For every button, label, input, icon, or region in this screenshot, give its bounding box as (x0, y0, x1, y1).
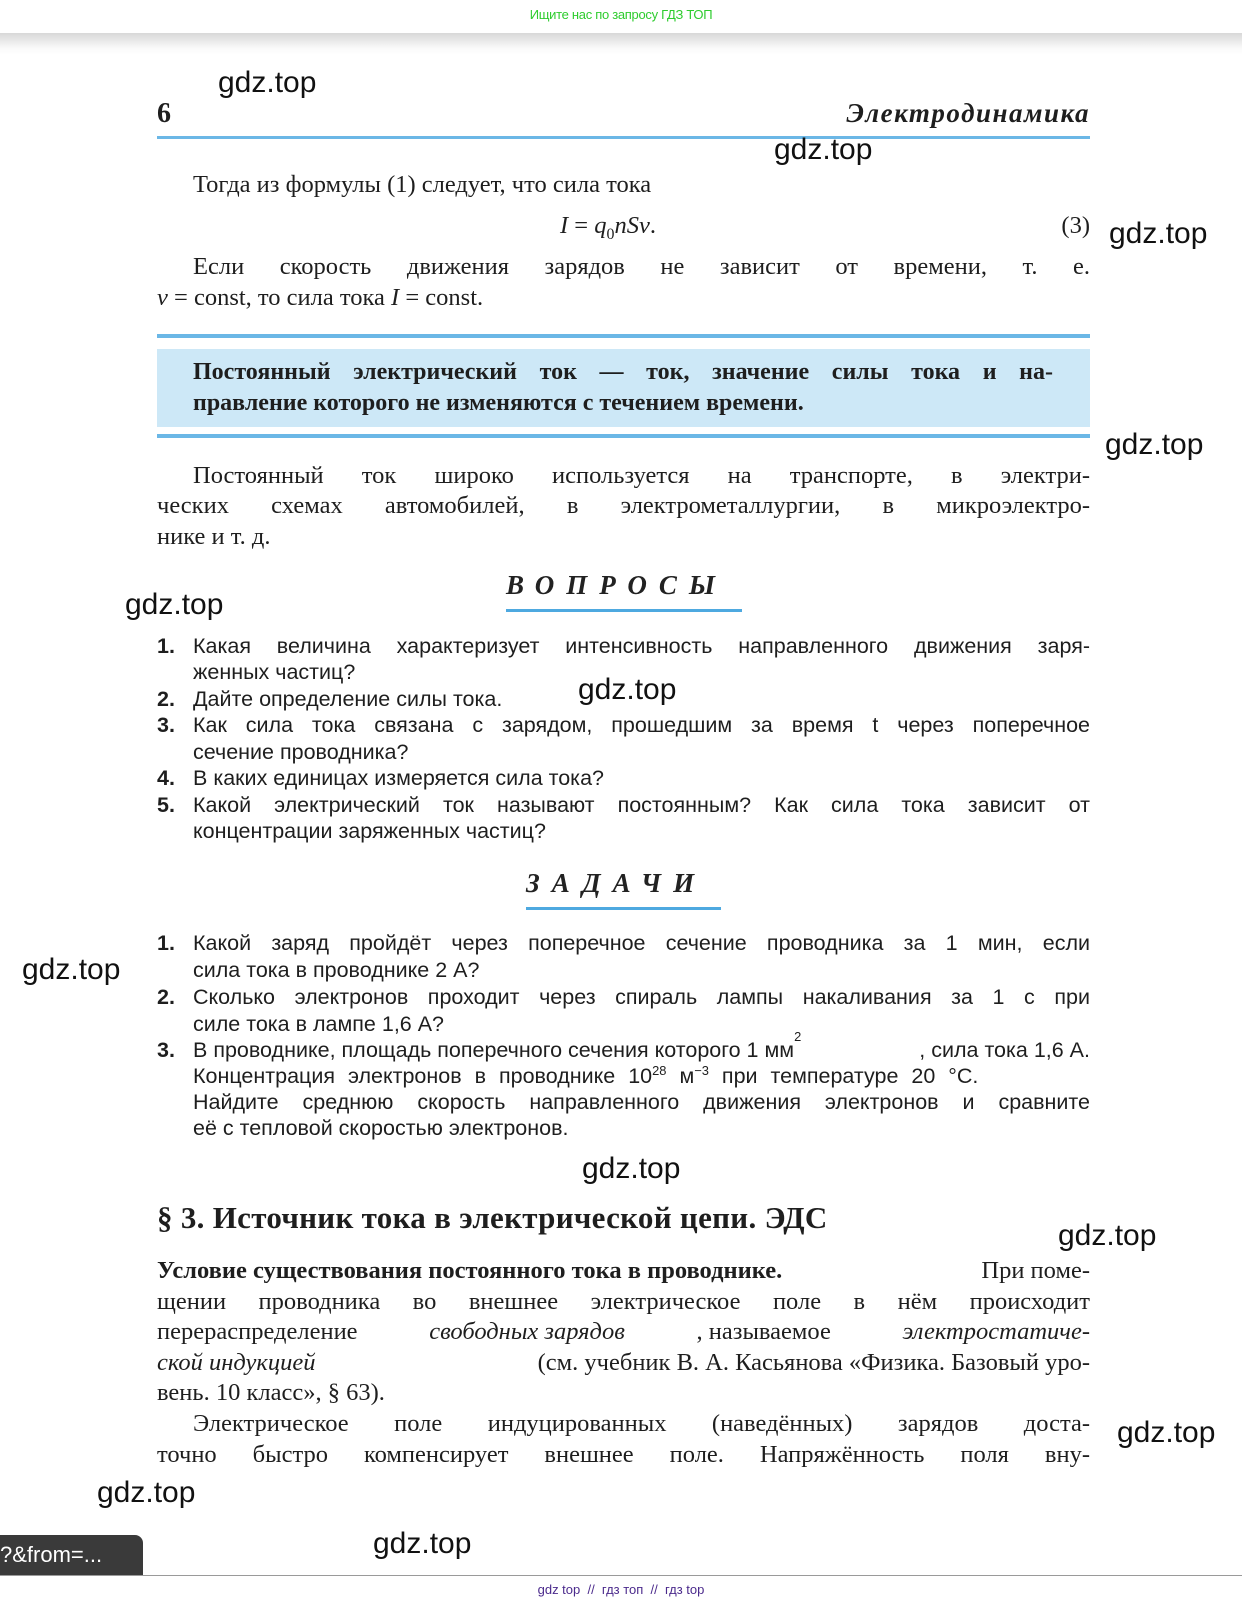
formula-q: q (594, 212, 607, 239)
text: При поме- (981, 1257, 1090, 1284)
paragraph-line: щении проводника во внешнее электрическое поле в нём происходит (157, 1288, 1090, 1315)
watermark: gdz.top (1117, 1416, 1216, 1449)
paragraph-line (157, 1348, 1090, 1378)
section-title: Источник тока в электрической цепи. ЭДС (212, 1200, 828, 1235)
watermark: gdz.top (218, 66, 317, 99)
item-text: Дайте определение силы тока. (193, 687, 503, 711)
item-number: 4. (157, 766, 175, 790)
tasks-heading: ЗАДАЧИ (526, 868, 707, 898)
url-tooltip: ?&from=... (0, 1535, 143, 1575)
text: перераспределение (157, 1318, 358, 1345)
item-number: 1. (157, 634, 175, 658)
formula-number: (3) (1061, 212, 1090, 239)
bold-lead: Условие существования постоянного тока в проводнике. (157, 1257, 783, 1284)
paragraph-line: Электрическое поле индуцированных (наведённых) зарядов доста- (193, 1410, 1090, 1437)
item-text: Какая величина характеризует интенсивность направленного движения заря- (193, 634, 1090, 658)
banner-text: Ищите нас по запросу ГДЗ ТОП (529, 7, 713, 22)
text: = const, то сила тока (167, 284, 392, 311)
item-number: 2. (157, 687, 175, 711)
formula-dot: . (649, 212, 656, 239)
watermark: gdz.top (373, 1527, 472, 1560)
paragraph-line (157, 1256, 1090, 1286)
intro-line (157, 283, 1090, 313)
header-rule (157, 136, 1090, 139)
watermark: gdz.top (97, 1476, 196, 1509)
watermark: gdz.top (1058, 1219, 1157, 1252)
item-number: 1. (157, 931, 175, 955)
definition-line: правление которого не изменяются с течением времени. (193, 390, 804, 416)
paragraph-line: вень. 10 класс», § 63). (157, 1379, 385, 1406)
watermark: gdz.top (774, 133, 873, 166)
questions-underline (506, 609, 742, 612)
text: В проводнике, площадь поперечного сечения которого 1 мм (193, 1038, 795, 1062)
paragraph-line: точно быстро компенсирует внешнее поле. Напряжённость поля вну- (157, 1441, 1090, 1468)
italic-term: электростатиче- (902, 1318, 1090, 1345)
watermark: gdz.top (582, 1152, 681, 1185)
formula-sub: 0 (606, 225, 615, 243)
item-number: 2. (157, 985, 175, 1009)
formula-eq: = (568, 212, 595, 239)
item-text: Сколько электронов проходит через спираль лампы накаливания за 1 с при (193, 985, 1090, 1009)
paragraph-line: нике и т. д. (157, 523, 271, 550)
item-text (193, 1063, 1090, 1089)
text: при температуре 20 °С. (708, 1064, 979, 1088)
watermark: gdz.top (1109, 217, 1208, 250)
italic-term: ской индукцией (157, 1349, 316, 1376)
text: м (666, 1064, 695, 1088)
superscript: −3 (694, 1062, 709, 1078)
item-text: силе тока в лампе 1,6 А? (193, 1012, 445, 1036)
paragraph-line: ческих схемах автомобилей, в электрометаллургии, в микроэлектро- (157, 492, 1090, 519)
definition-bottom-rule (157, 434, 1090, 438)
formula (560, 211, 656, 241)
text: = const. (399, 284, 484, 311)
section-heading (157, 1200, 828, 1236)
item-text: В каких единицах измеряется сила тока? (193, 766, 604, 790)
item-text: концентрации заряженных частиц? (193, 819, 546, 843)
watermark: gdz.top (125, 588, 224, 621)
definition-top-rule (157, 334, 1090, 338)
formula-lhs: I (560, 212, 569, 239)
text: , сила тока 1,6 А. (919, 1038, 1090, 1062)
text: (см. учебник В. А. Касьянова «Физика. Базовый уро- (537, 1349, 1090, 1376)
footer-divider (0, 1575, 1242, 1576)
superscript: 2 (794, 1029, 802, 1044)
item-number: 5. (157, 793, 175, 817)
watermark: gdz.top (578, 673, 677, 706)
italic-term: свободных зарядов (429, 1318, 625, 1345)
running-title: Электродинамика (846, 98, 1090, 128)
intro-line: Тогда из формулы (1) следует, что сила тока (193, 171, 652, 198)
superscript: 28 (652, 1062, 667, 1078)
paragraph-line (157, 1317, 1090, 1347)
page-number: 6 (157, 98, 171, 129)
paragraph-line: Постоянный ток широко используется на транспорте, в электри- (193, 462, 1090, 489)
footer-links[interactable]: gdz top // гдз топ // гдз top (537, 1582, 705, 1597)
item-text: сила тока в проводнике 2 А? (193, 958, 480, 982)
section-number: § 3. (157, 1200, 205, 1235)
item-text: Какой электрический ток называют постоянным? Как сила тока зависит от (193, 793, 1090, 817)
var-I: I (391, 284, 400, 311)
item-text: женных частиц? (193, 660, 356, 684)
formula-rest: nSv (614, 212, 650, 239)
item-text (193, 1029, 1090, 1063)
banner-shadow (0, 33, 1242, 55)
item-text: Какой заряд пройдёт через поперечное сечение проводника за 1 мин, если (193, 931, 1090, 955)
intro-line: Если скорость движения зарядов не зависит от времени, т. е. (193, 253, 1090, 280)
text: , называемое (696, 1318, 831, 1345)
item-text: Как сила тока связана с зарядом, прошедшим за время t через поперечное (193, 713, 1090, 737)
questions-heading: ВОПРОСЫ (506, 570, 728, 600)
item-text: Найдите среднюю скорость направленного движения электронов и сравните (193, 1090, 1090, 1114)
search-banner (0, 0, 1242, 33)
item-text: её с тепловой скоростью электронов. (193, 1116, 569, 1140)
definition-line: Постоянный электрический ток — ток, значение силы тока и на- (193, 359, 1053, 385)
watermark: gdz.top (1105, 428, 1204, 461)
var-v: v (157, 284, 168, 311)
text: Концентрация электронов в проводнике 10 (193, 1064, 653, 1088)
item-number: 3. (157, 713, 175, 737)
watermark: gdz.top (22, 953, 121, 986)
item-text: сечение проводника? (193, 740, 409, 764)
item-number: 3. (157, 1038, 175, 1062)
tasks-underline (526, 907, 721, 910)
